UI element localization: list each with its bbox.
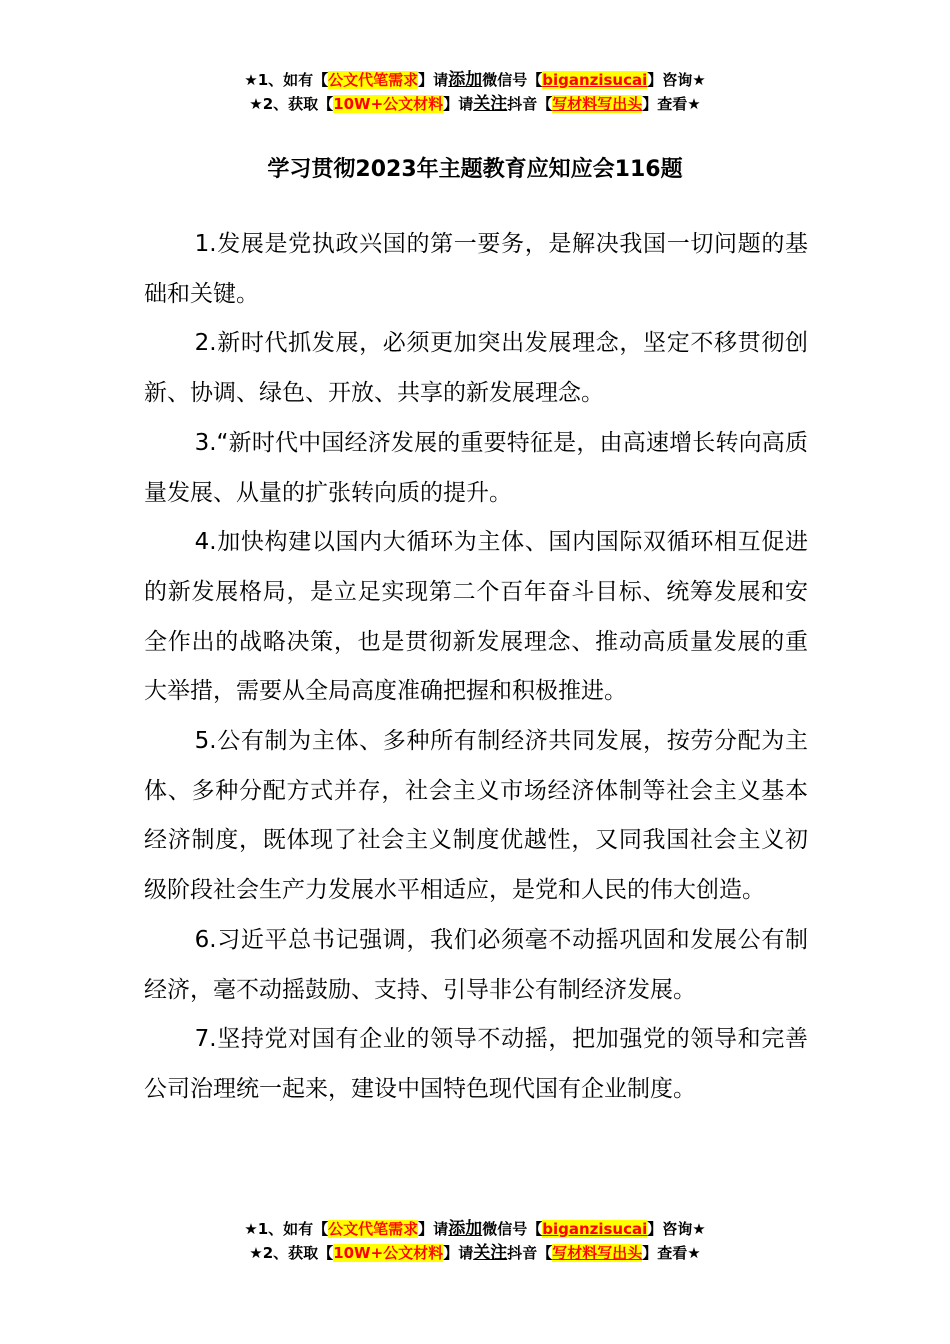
text: 】咨询★ bbox=[647, 71, 706, 89]
promo-line-2 bbox=[0, 92, 950, 116]
paragraph: 1.发展是党执政兴国的第一要务，是解决我国一切问题的基础和关键。 bbox=[144, 231, 808, 307]
document-body bbox=[144, 220, 808, 1115]
text: ★2、获取【 bbox=[249, 95, 334, 113]
text: ★2、获取【 bbox=[249, 1244, 334, 1262]
text: 关注 bbox=[473, 1243, 508, 1263]
promo-line-1 bbox=[0, 1217, 950, 1241]
highlight: 10W+公文材料 bbox=[333, 95, 444, 113]
text: 微信号【 bbox=[482, 71, 543, 89]
text: 】查看★ bbox=[642, 95, 701, 113]
paragraph: 4.加快构建以国内大循环为主体、国内国际双循环相互促进的新发展格局，是立足实现第二个百年奋斗目标、统筹发展和安全作出的战略决策，也是贯彻新发展理念、推动高质量发展的重大举措，需要从全局高度准确把握和积极推进。 bbox=[144, 529, 808, 705]
text: 添加 bbox=[448, 1219, 483, 1239]
text: 抖音【 bbox=[507, 1244, 553, 1262]
text: 】请 bbox=[418, 71, 449, 89]
highlight: 公文代笔需求 bbox=[328, 1220, 419, 1238]
highlight: 公文代笔需求 bbox=[328, 71, 419, 89]
wechat-id: biganzisucai bbox=[542, 1220, 648, 1238]
text: ★1、如有【 bbox=[244, 71, 329, 89]
document-title: 学习贯彻2023年主题教育应知应会116题 bbox=[267, 157, 683, 182]
paragraph: 6.习近平总书记强调，我们必须毫不动摇巩固和发展公有制经济，毫不动摇鼓励、支持、引导非公有制经济发展。 bbox=[144, 926, 808, 1003]
text: ★1、如有【 bbox=[244, 1220, 329, 1238]
paragraph: 5.公有制为主体、多种所有制经济共同发展，按劳分配为主体、多种分配方式并存，社会主义市场经济体制等社会主义基本经济制度，既体现了社会主义制度优越性，又同我国社会主义初级阶段社会生产力发展水平相适应，是党和人民的伟大创造。 bbox=[144, 728, 808, 904]
text: 微信号【 bbox=[482, 1220, 543, 1238]
text: 添加 bbox=[448, 70, 483, 90]
text: 抖音【 bbox=[507, 95, 553, 113]
douyin-id: 写材料写出头 bbox=[552, 95, 643, 113]
text: 】请 bbox=[443, 1244, 474, 1262]
promo-banner-bottom bbox=[0, 1217, 950, 1265]
text: 】请 bbox=[443, 95, 474, 113]
paragraph: 2.新时代抓发展，必须更加突出发展理念，坚定不移贯彻创新、协调、绿色、开放、共享的新发展理念。 bbox=[144, 330, 808, 407]
paragraph: 3.“新时代中国经济发展的重要特征是，由高速增长转向高质量发展、从量的扩张转向质的提升。 bbox=[144, 429, 808, 506]
text: 】咨询★ bbox=[647, 1220, 706, 1238]
paragraph: 7.坚持党对国有企业的领导不动摇，把加强党的领导和完善公司治理统一起来，建设中国特色现代国有企业制度。 bbox=[144, 1026, 808, 1102]
text: 】查看★ bbox=[642, 1244, 701, 1262]
highlight: 10W+公文材料 bbox=[333, 1244, 444, 1262]
text: 】请 bbox=[418, 1220, 449, 1238]
text: 关注 bbox=[473, 94, 508, 114]
promo-banner-top bbox=[0, 68, 950, 116]
promo-line-1 bbox=[0, 68, 950, 92]
douyin-id: 写材料写出头 bbox=[552, 1244, 643, 1262]
promo-line-2 bbox=[0, 1241, 950, 1265]
wechat-id: biganzisucai bbox=[542, 71, 648, 89]
